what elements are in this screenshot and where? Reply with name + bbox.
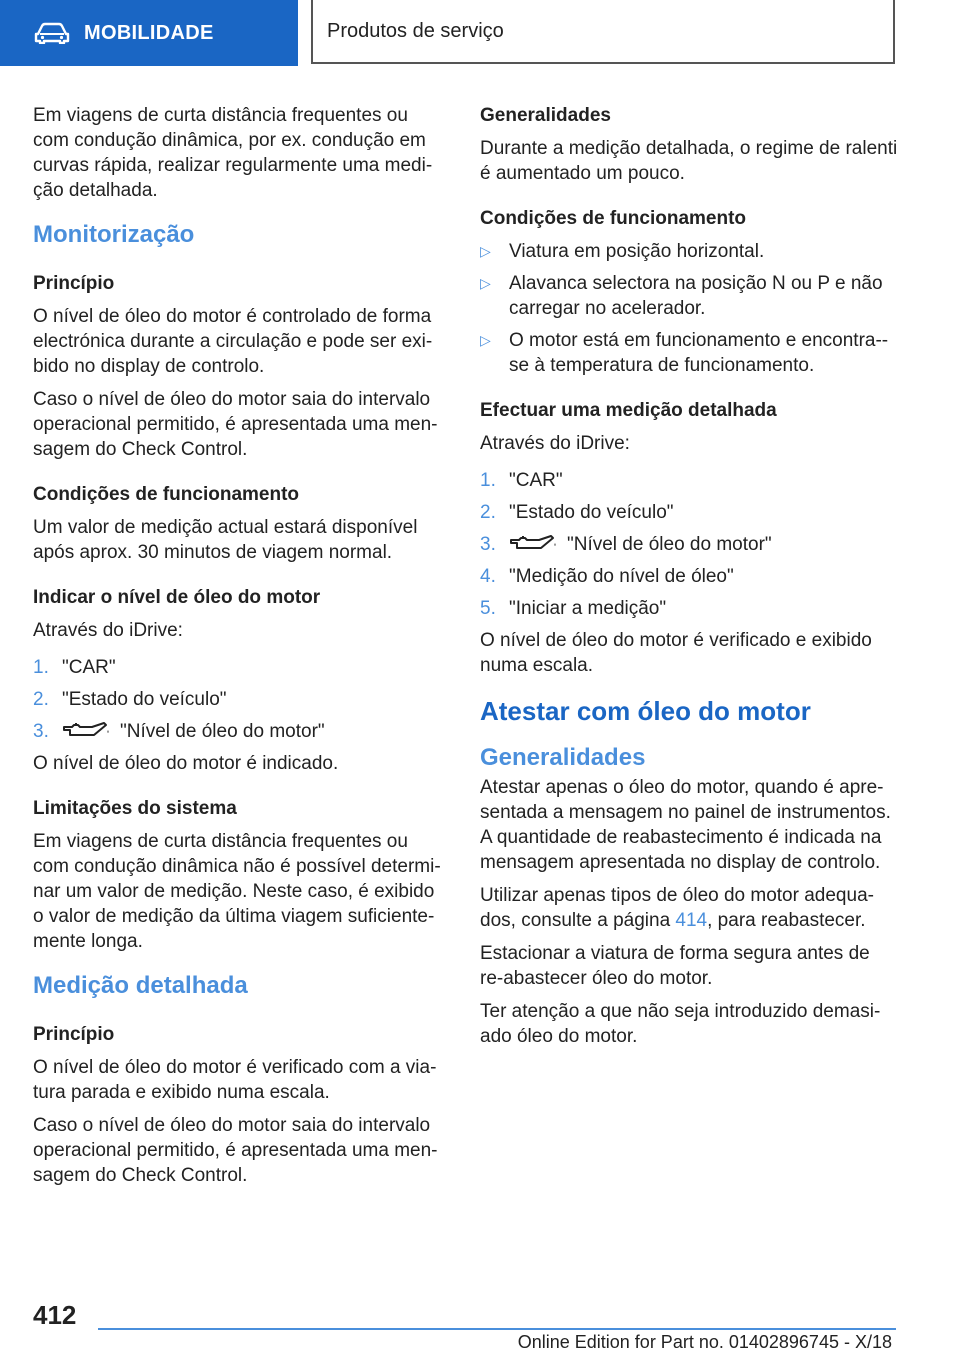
indicar-heading: Indicar o nível de óleo do motor	[33, 587, 321, 608]
efectuar-steps	[480, 468, 898, 621]
atestar-subheading: Generalidades	[480, 744, 646, 771]
list-item: 4. "Medição do nível de óleo"	[480, 566, 734, 587]
monitorizacao-heading: Monitorização	[33, 221, 195, 248]
principio-heading: Princípio	[33, 273, 115, 294]
oil-can-icon	[62, 721, 112, 739]
paragraph: Um valor de medição actual estará disponível após aprox. 30 minutos de viagem normal.	[33, 517, 418, 563]
list-item: 1. "CAR"	[33, 657, 116, 678]
list-item: 2. "Estado do veículo"	[33, 689, 227, 710]
right-column	[480, 103, 898, 1057]
chapter-title: Produtos de serviço	[327, 19, 504, 42]
paragraph: Utilizar apenas tipos de óleo do motor adequa-dos, consulte a página 414, para reabastecer.	[480, 885, 874, 931]
left-column	[33, 103, 447, 1196]
footer-divider	[98, 1328, 896, 1330]
paragraph: O nível de óleo do motor é verificado e exibido numa escala.	[480, 630, 872, 676]
triangle-bullet-icon: ▷	[480, 243, 491, 259]
limitacoes-heading: Limitações do sistema	[33, 798, 237, 819]
page-number: 412	[33, 1300, 77, 1330]
list-item: ▷ Alavanca selectora na posição N ou P e não carregar no acelerador.	[480, 273, 883, 319]
paragraph: Durante a medição detalhada, o regime de ralenti é aumentado um pouco.	[480, 138, 898, 184]
paragraph: Através do iDrive:	[480, 433, 630, 454]
section-label: MOBILIDADE	[84, 21, 214, 44]
paragraph: O nível de óleo do motor é controlado de forma electrónica durante a circulação e pode ser exi-bido no display de controlo.	[33, 306, 433, 377]
list-item: ▷ O motor está em funcionamento e encontra--se à temperatura de funcionamento.	[480, 330, 889, 376]
condicoes-list	[480, 239, 898, 378]
paragraph: Caso o nível de óleo do motor saia do intervalo operacional permitido, é apresentada uma men-sagem do Check Control.	[33, 1115, 438, 1186]
paragraph: Caso o nível de óleo do motor saia do intervalo operacional permitido, é apresentada uma men-sagem do Check Control.	[33, 389, 438, 460]
page-link[interactable]: 414	[675, 910, 708, 931]
intro-paragraph: Em viagens de curta distância frequentes ou com condução dinâmica, por ex. condução em curvas rápida, realizar regularmente uma medi-ção detalhada.	[33, 105, 433, 201]
principio-heading: Princípio	[33, 1024, 115, 1045]
paragraph: Em viagens de curta distância frequentes ou com condução dinâmica não é possível determi-nar um valor de medição. Neste caso, é exibido o valor de medição da última viagem suficiente-mente longa.	[33, 831, 441, 952]
paragraph: Ter atenção a que não seja introduzido demasi-ado óleo do motor.	[480, 1001, 881, 1047]
paragraph: Através do iDrive:	[33, 620, 183, 641]
paragraph: Estacionar a viatura de forma segura antes de re-abastecer óleo do motor.	[480, 943, 870, 989]
oil-can-icon	[509, 534, 559, 552]
footer-edition: Online Edition for Part no. 01402896745 - X/18	[517, 1332, 892, 1352]
paragraph: Atestar apenas o óleo do motor, quando é apre-sentada a mensagem no painel de instrumentos. A quantidade de reabastecimento é indicada na mensagem apresentada no display de controlo.	[480, 777, 891, 873]
list-item: ▷ Viatura em posição horizontal.	[480, 241, 765, 262]
medicao-heading: Medição detalhada	[33, 972, 248, 999]
triangle-bullet-icon: ▷	[480, 332, 491, 348]
list-item: 2. "Estado do veículo"	[480, 502, 674, 523]
chapter-header	[311, 0, 895, 64]
atestar-heading: Atestar com óleo do motor	[480, 696, 811, 726]
section-tab	[0, 0, 298, 66]
generalidades-heading: Generalidades	[480, 105, 611, 126]
car-icon	[34, 22, 70, 44]
efectuar-heading: Efectuar uma medição detalhada	[480, 400, 777, 421]
list-item: 3. "Nível de óleo do motor"	[33, 721, 325, 742]
condicoes-heading: Condições de funcionamento	[33, 484, 300, 505]
list-item: 1. "CAR"	[480, 470, 563, 491]
paragraph: O nível de óleo do motor é verificado com a via-tura parada e exibido numa escala.	[33, 1057, 437, 1103]
triangle-bullet-icon: ▷	[480, 275, 491, 291]
list-item: 5. "Iniciar a medição"	[480, 598, 667, 619]
condicoes-heading: Condições de funcionamento	[480, 208, 747, 229]
list-item: 3. "Nível de óleo do motor"	[480, 534, 772, 555]
paragraph: O nível de óleo do motor é indicado.	[33, 753, 339, 774]
indicar-steps	[33, 655, 447, 744]
